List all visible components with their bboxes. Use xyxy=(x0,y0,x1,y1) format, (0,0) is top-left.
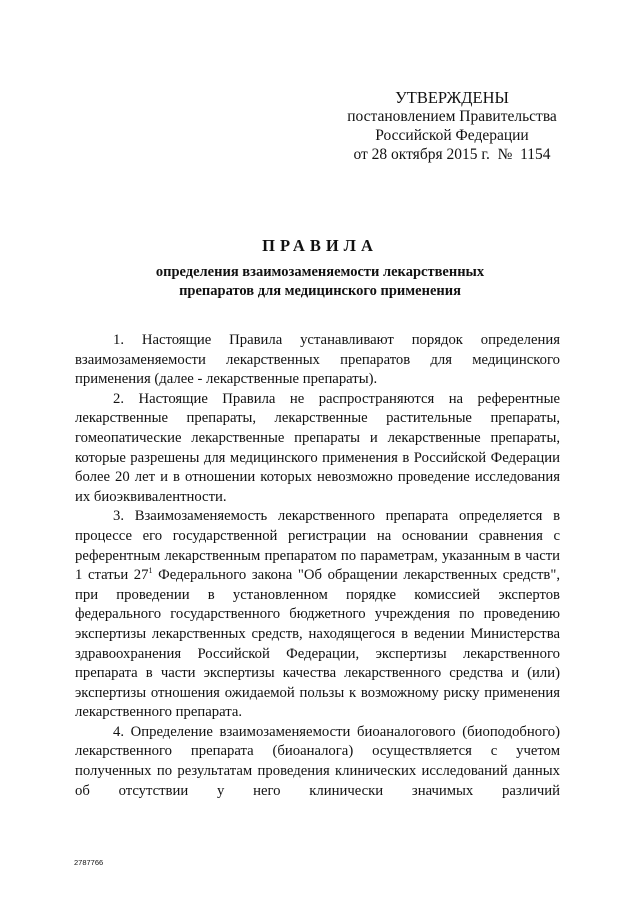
approval-date-number: от 28 октября 2015 г. № 1154 xyxy=(353,146,551,163)
document-subtitle xyxy=(60,263,580,301)
paragraph-3 xyxy=(75,507,560,723)
paragraph-2: 2. Настоящие Правила не распространяются на референтные лекарственные препараты, лекарственные растительные препараты, гомеопатические лекарственные препараты и лекарственные препараты, которые разрешены для медицинского применения в Российской Федерации более 20 лет и в отношении которых невозможно проведение исследования их биоэквивалентности. xyxy=(75,390,560,505)
approval-line-1: постановлением Правительства xyxy=(347,108,557,125)
document-code: 2787766 xyxy=(74,858,104,867)
paragraph-3-text-start: 3. Взаимозаменяемость лекарственного препарата определяется в процессе его государственной регистрации на основании сравнения с референтным лекарственным препаратом по параметрам, указанным в части 1 статьи 27 xyxy=(75,508,560,584)
article-superscript: 1 xyxy=(148,566,153,576)
paragraph-4: 4. Определение взаимозаменяемости биоаналогового (биоподобного) лекарственного препарата (биоаналога) осуществляется с учетом полученных по результатам проведения клинических исследований данных об отсутствии у него клинически значимых различий xyxy=(75,723,560,799)
document-title: ПРАВИЛА xyxy=(262,236,378,255)
paragraph-1: 1. Настоящие Правила устанавливают порядок определения взаимозаменяемости лекарственных препаратов для медицинского применения (далее - лекарственные препараты). xyxy=(75,332,560,388)
paragraph-3-text-end: Федерального закона "Об обращении лекарственных средств", при проведении в установленном порядке комиссией экспертов федерального государственного бюджетного учреждения по проведению экспертизы лекарственных средств, находящегося в ведении Министерства здравоохранения Российской Федерации, экспертизы лекарственного препарата в части экспертизы качества лекарственного средства и (или) экспертизы отношения ожидаемой пользы к возможному риску применения лекарственного препарата. xyxy=(75,567,560,721)
approved-heading: УТВЕРЖДЕНЫ xyxy=(395,88,509,107)
subtitle-line-1: определения взаимозаменяемости лекарственных xyxy=(155,264,485,280)
approval-stamp xyxy=(344,88,560,164)
subtitle-line-2: препаратов для медицинского применения xyxy=(179,283,461,299)
approval-line-2: Российской Федерации xyxy=(375,127,529,144)
document-body xyxy=(75,331,560,801)
